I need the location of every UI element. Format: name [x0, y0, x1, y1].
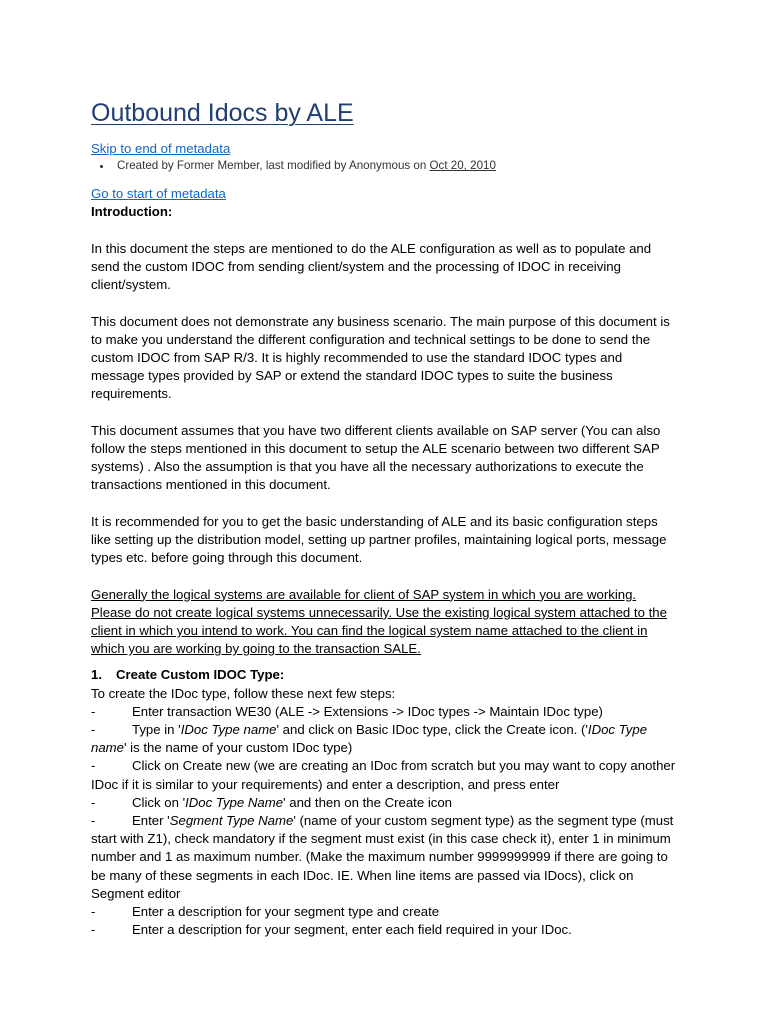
go-to-start-link[interactable]: Go to start of metadata [91, 186, 226, 202]
page-title: Outbound Idocs by ALE [91, 99, 354, 127]
step-emphasis: IDoc Type name [91, 722, 648, 756]
step-dash: - [91, 813, 96, 829]
step-text: Click on ' [132, 794, 186, 810]
document-content [91, 96, 677, 939]
metadata-list [91, 158, 677, 174]
step-item [91, 921, 677, 939]
step-text: Enter a description for your segment, enter each field required in your IDoc. [132, 922, 572, 938]
step-item [91, 703, 677, 721]
metadata-date: Oct 20, 2010 [429, 159, 496, 173]
skip-to-end-link[interactable]: Skip to end of metadata [91, 141, 231, 156]
step-text: Click on Create new (we are creating an IDoc from scratch but you may want to copy another IDoc if it is similar to your requirements) and enter a description, and press enter [91, 758, 676, 792]
step-emphasis: IDoc Type Name [185, 794, 284, 810]
step-dash: - [91, 703, 96, 719]
step-emphasis: Segment Type Name [169, 813, 294, 829]
step-text: ' and then on the Create icon [283, 794, 453, 810]
step-text: ' (name of your custom segment type) as the segment type (must start with Z1), check mandatory if the segment must exist (in this case check it), enter 1 in minimum number and 1 as maximum number. (Make the maximum number 9999999999 if there are going to be many of these segments in each IDoc. IE. When line items are passed via IDocs), click on Segment editor [91, 813, 674, 901]
step-text: Enter ' [132, 813, 170, 829]
step-text: ' and click on Basic IDoc type, click the Create icon. (' [276, 722, 588, 738]
paragraph-3: This document assumes that you have two different clients available on SAP server (You can also follow the steps mentioned in this document to setup the ALE scenario between two different SAP systems) . Also the assumption is that you have all the necessary authorizations to execute the transactions mentioned in this document. [91, 422, 661, 493]
section-intro: To create the IDoc type, follow these next few steps: [91, 685, 396, 701]
step-text: Type in ' [132, 722, 181, 738]
step-item [91, 812, 677, 903]
step-item [91, 903, 677, 921]
metadata-text: Created by Former Member, last modified by Anonymous on [117, 159, 430, 173]
paragraph-4: It is recommended for you to get the basic understanding of ALE and its basic configuration steps like setting up the distribution model, setting up partner profiles, maintaining logical ports, message types etc. before going through this document. [91, 513, 667, 566]
step-dash: - [91, 722, 96, 738]
section-title: Create Custom IDOC Type: [116, 667, 285, 683]
step-item [91, 757, 677, 793]
step-text: ' is the name of your custom IDoc type) [124, 740, 353, 756]
paragraph-2: This document does not demonstrate any business scenario. The main purpose of this document is to make you understand the different configuration and technical settings to be done to send the custom IDOC from SAP R/3. It is highly recommended to use the standard IDOC types and message types provided by SAP or extend the standard IDOC types to suite the business requirements. [91, 313, 670, 402]
step-dash: - [91, 904, 96, 920]
section-heading-1 [91, 666, 677, 684]
step-text: Enter transaction WE30 (ALE -> Extensions -> IDoc types -> Maintain IDoc type) [132, 703, 603, 719]
paragraph-1: In this document the steps are mentioned to do the ALE configuration as well as to populate and send the custom IDOC from sending client/system and the processing of IDOC in receiving client/system. [91, 240, 652, 293]
step-item [91, 721, 677, 757]
step-text: Enter a description for your segment type and create [132, 904, 440, 920]
step-item [91, 794, 677, 812]
step-emphasis: IDoc Type name [180, 722, 277, 738]
metadata-item [113, 158, 677, 174]
section-number: 1. [91, 667, 102, 683]
intro-heading: Introduction: [91, 204, 173, 220]
step-dash: - [91, 794, 96, 810]
paragraph-5-note: Generally the logical systems are available for client of SAP system in which you are working. Please do not create logical systems unnecessarily. Use the existing logical system attached to the client in which you intend to work. You can find the logical system name attached to the client in which you are working by going to the transaction SALE. [91, 586, 667, 657]
step-dash: - [91, 922, 96, 938]
step-dash: - [91, 758, 96, 774]
